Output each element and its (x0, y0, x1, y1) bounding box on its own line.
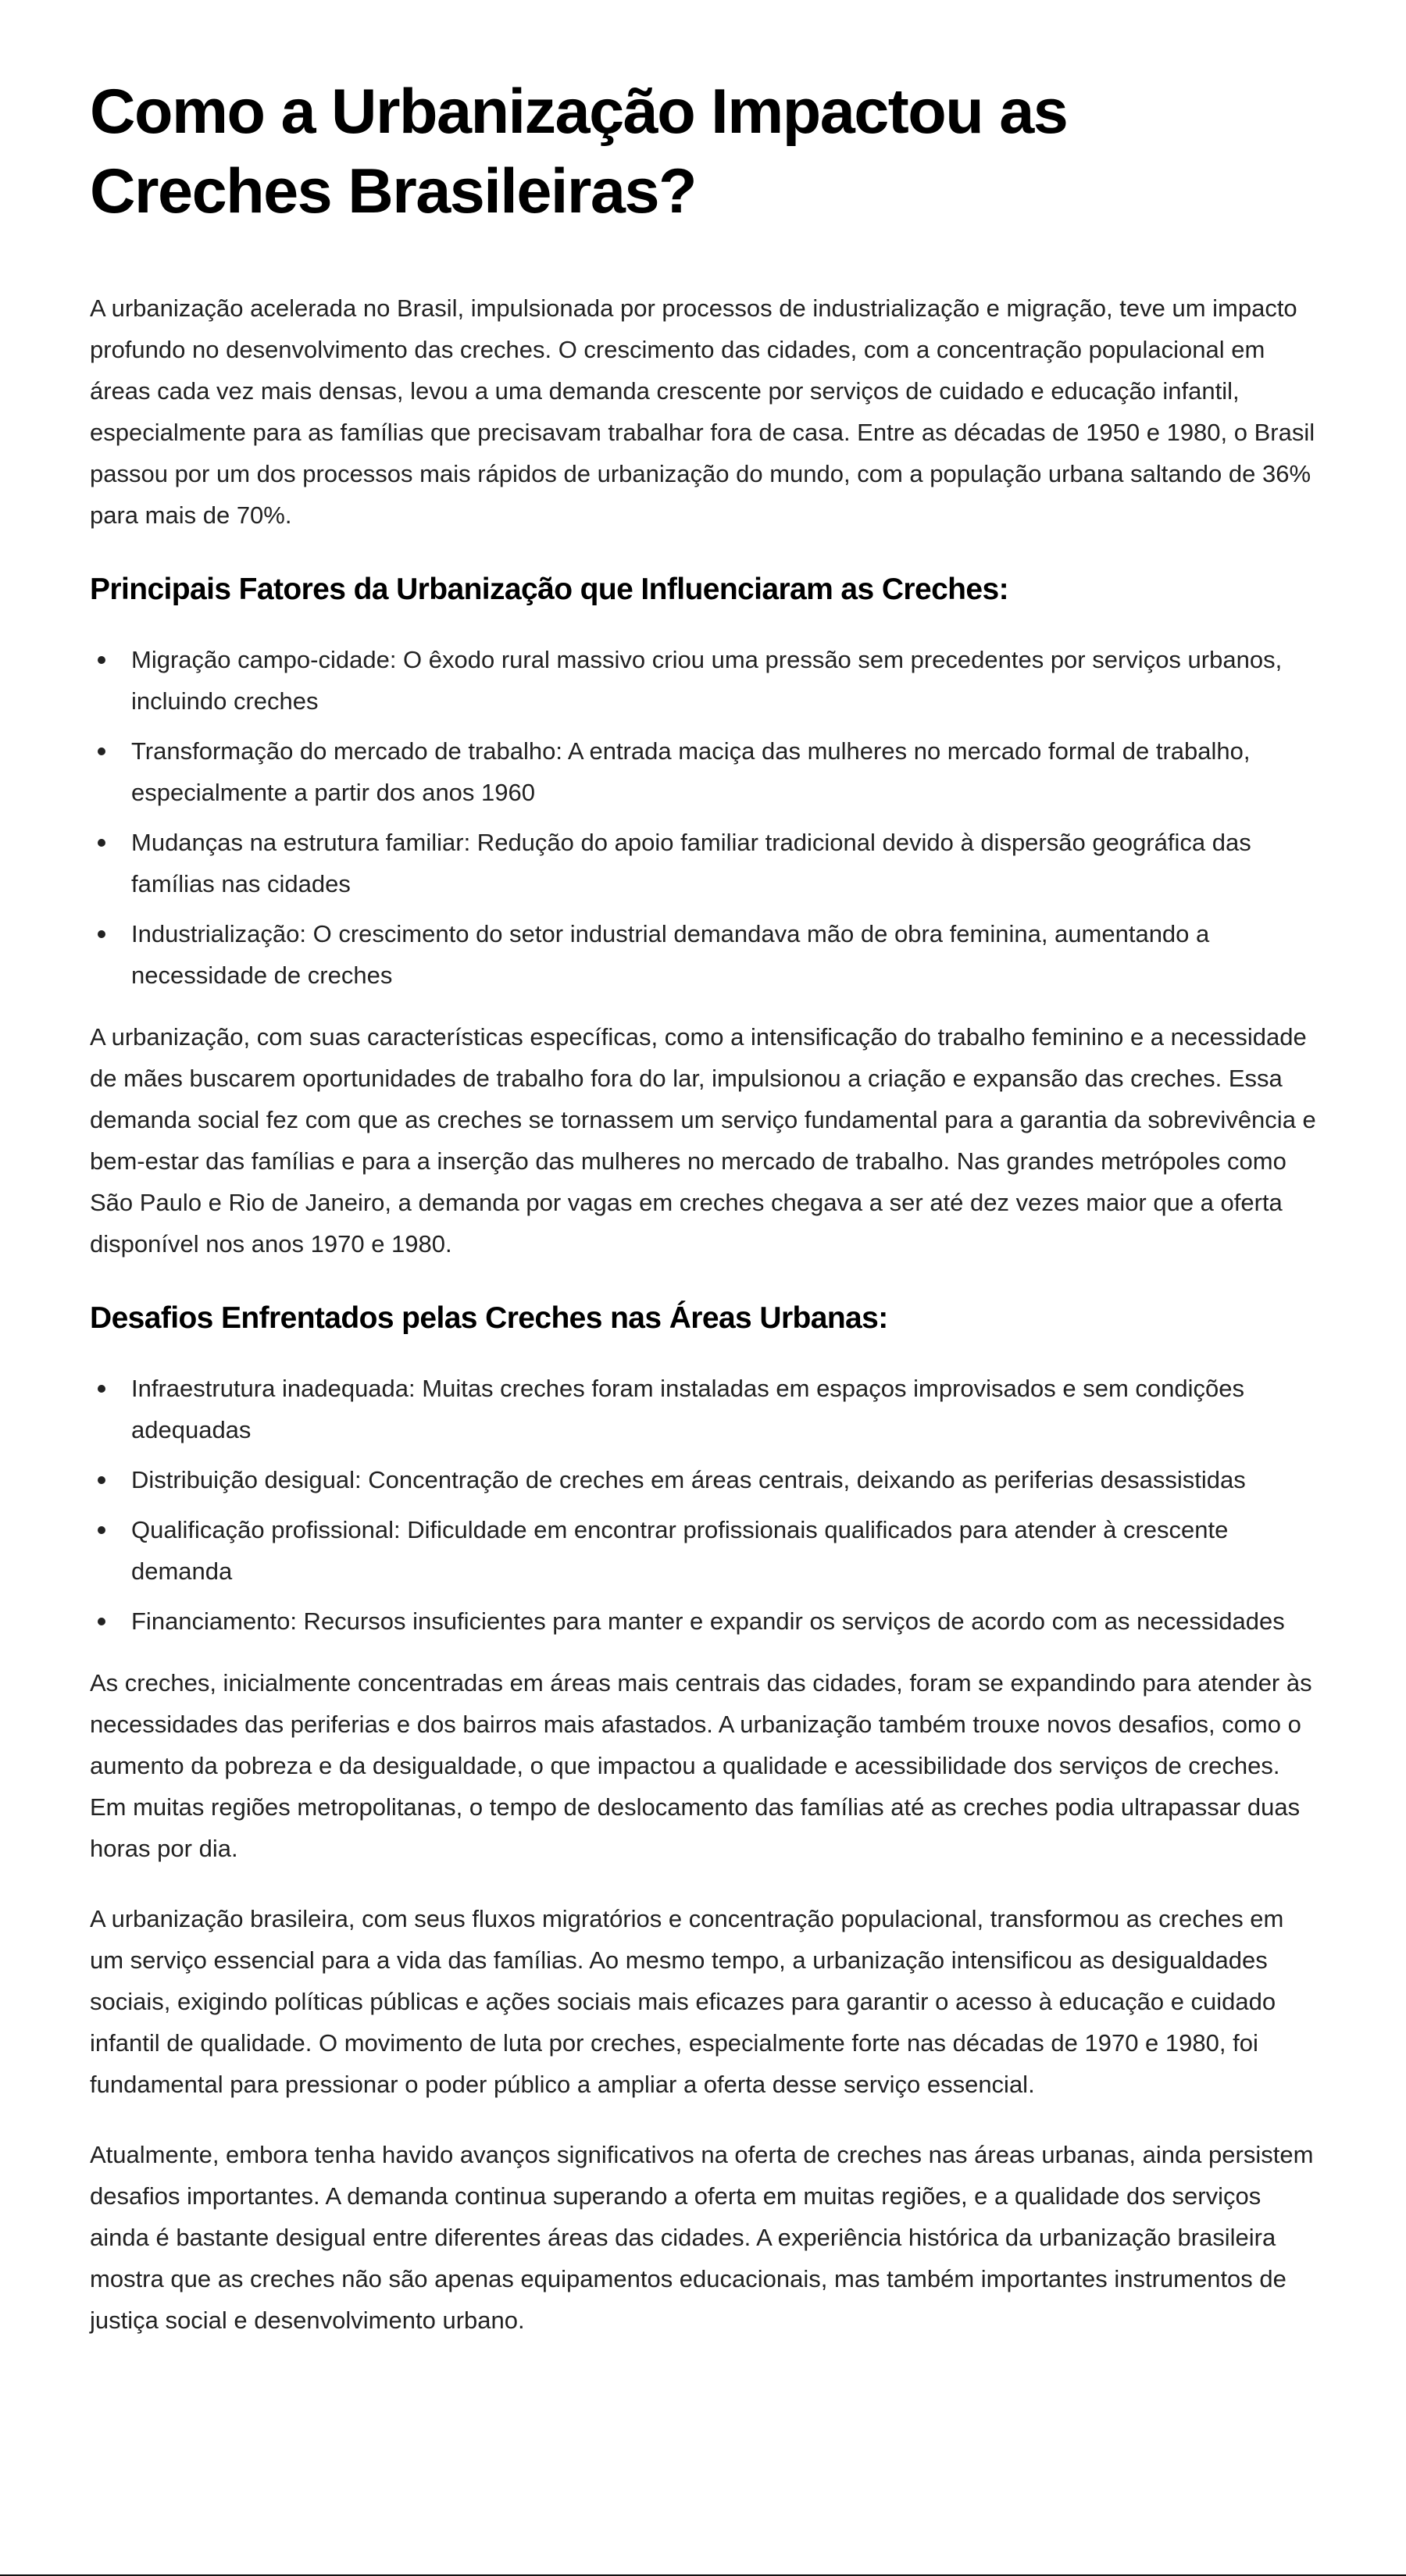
bullet-icon (98, 656, 105, 664)
section-heading-factors: Principais Fatores da Urbanização que Influenciaram as Creches: (90, 573, 1008, 606)
list-item (90, 1368, 1316, 1450)
list-item-text: Qualificação profissional: Dificuldade em encontrar profissionais qualificados para atender à crescente demanda (131, 1516, 1229, 1585)
list-item (90, 730, 1316, 813)
bullet-icon (98, 747, 105, 755)
list-item-text: Migração campo-cidade: O êxodo rural massivo criou uma pressão sem precedentes por serviços urbanos, incluindo creches (131, 646, 1283, 715)
list-item-text: Transformação do mercado de trabalho: A entrada maciça das mulheres no mercado formal de trabalho, especialmente a partir dos anos 1960 (131, 737, 1251, 806)
list-item-text: Industrialização: O crescimento do setor industrial demandava mão de obra feminina, aumentando a necessidade de creches (131, 920, 1210, 989)
list-item (90, 822, 1316, 904)
list-item-text: Distribuição desigual: Concentração de creches em áreas centrais, deixando as periferias desassistidas (131, 1466, 1246, 1493)
list-item-text: Infraestrutura inadequada: Muitas creches foram instaladas em espaços improvisados e sem condições adequadas (131, 1375, 1245, 1443)
section-heading-challenges: Desafios Enfrentados pelas Creches nas Áreas Urbanas: (90, 1301, 888, 1335)
factors-list (90, 639, 1316, 996)
bullet-icon (98, 930, 105, 938)
article (90, 0, 1316, 2341)
transformation-paragraph: A urbanização brasileira, com seus fluxos migratórios e concentração populacional, transformou as creches em um serviço essencial para a vida das famílias. Ao mesmo tempo, a urbanização intensificou as desigualdades sociais, exigindo políticas públicas e ações sociais mais eficazes para garantir o acesso à educação e cuidado infantil de qualidade. O movimento de luta por creches, especialmente forte nas décadas de 1970 e 1980, foi fundamental para pressionar o poder público a ampliar a oferta desse serviço essencial. (90, 1905, 1284, 2098)
bullet-icon (98, 1476, 105, 1484)
list-item (90, 913, 1316, 996)
list-item (90, 639, 1316, 722)
challenges-list (90, 1368, 1316, 1642)
list-item (90, 1509, 1316, 1592)
intro-paragraph: A urbanização acelerada no Brasil, impulsionada por processos de industrialização e migração, teve um impacto profundo no desenvolvimento das creches. O crescimento das cidades, com a concentração populacional em áreas cada vez mais densas, levou a uma demanda crescente por serviços de cuidado e educação infantil, especialmente para as famílias que precisavam trabalhar fora de casa. Entre as décadas de 1950 e 1980, o Brasil passou por um dos processos mais rápidos de urbanização do mundo, com a população urbana saltando de 36% para mais de 70%. (90, 294, 1315, 529)
bullet-icon (98, 1526, 105, 1534)
list-item-text: Financiamento: Recursos insuficientes para manter e expandir os serviços de acordo com as necessidades (131, 1607, 1285, 1635)
factors-summary-paragraph: A urbanização, com suas características específicas, como a intensificação do trabalho feminino e a necessidade de mães buscarem oportunidades de trabalho fora do lar, impulsionou a criação e expansão das creches. Essa demanda social fez com que as creches se tornassem um serviço fundamental para a garantia da sobrevivência e bem-estar das famílias e para a inserção das mulheres no mercado de trabalho. Nas grandes metrópoles como São Paulo e Rio de Janeiro, a demanda por vagas em creches chegava a ser até dez vezes maior que a oferta disponível nos anos 1970 e 1980. (90, 1023, 1316, 1258)
bullet-icon (98, 1618, 105, 1625)
page-title: Como a Urbanização Impactou as Creches Brasileiras? (90, 77, 1068, 227)
bullet-icon (98, 839, 105, 847)
list-item (90, 1459, 1316, 1500)
list-item (90, 1600, 1316, 1642)
conclusion-paragraph: Atualmente, embora tenha havido avanços significativos na oferta de creches nas áreas urbanas, ainda persistem desafios importantes. A demanda continua superando a oferta em muitas regiões, e a qualidade dos serviços ainda é bastante desigual entre diferentes áreas das cidades. A experiência histórica da urbanização brasileira mostra que as creches não são apenas equipamentos educacionais, mas também importantes instrumentos de justiça social e desenvolvimento urbano. (90, 2141, 1314, 2334)
bullet-icon (98, 1385, 105, 1393)
expansion-paragraph: As creches, inicialmente concentradas em áreas mais centrais das cidades, foram se expandindo para atender às necessidades das periferias e dos bairros mais afastados. A urbanização também trouxe novos desafios, como o aumento da pobreza e da desigualdade, o que impactou a qualidade e acessibilidade dos serviços de creches. Em muitas regiões metropolitanas, o tempo de deslocamento das famílias até as creches podia ultrapassar duas horas por dia. (90, 1669, 1312, 1862)
list-item-text: Mudanças na estrutura familiar: Redução do apoio familiar tradicional devido à dispersão geográfica das famílias nas cidades (131, 829, 1251, 897)
